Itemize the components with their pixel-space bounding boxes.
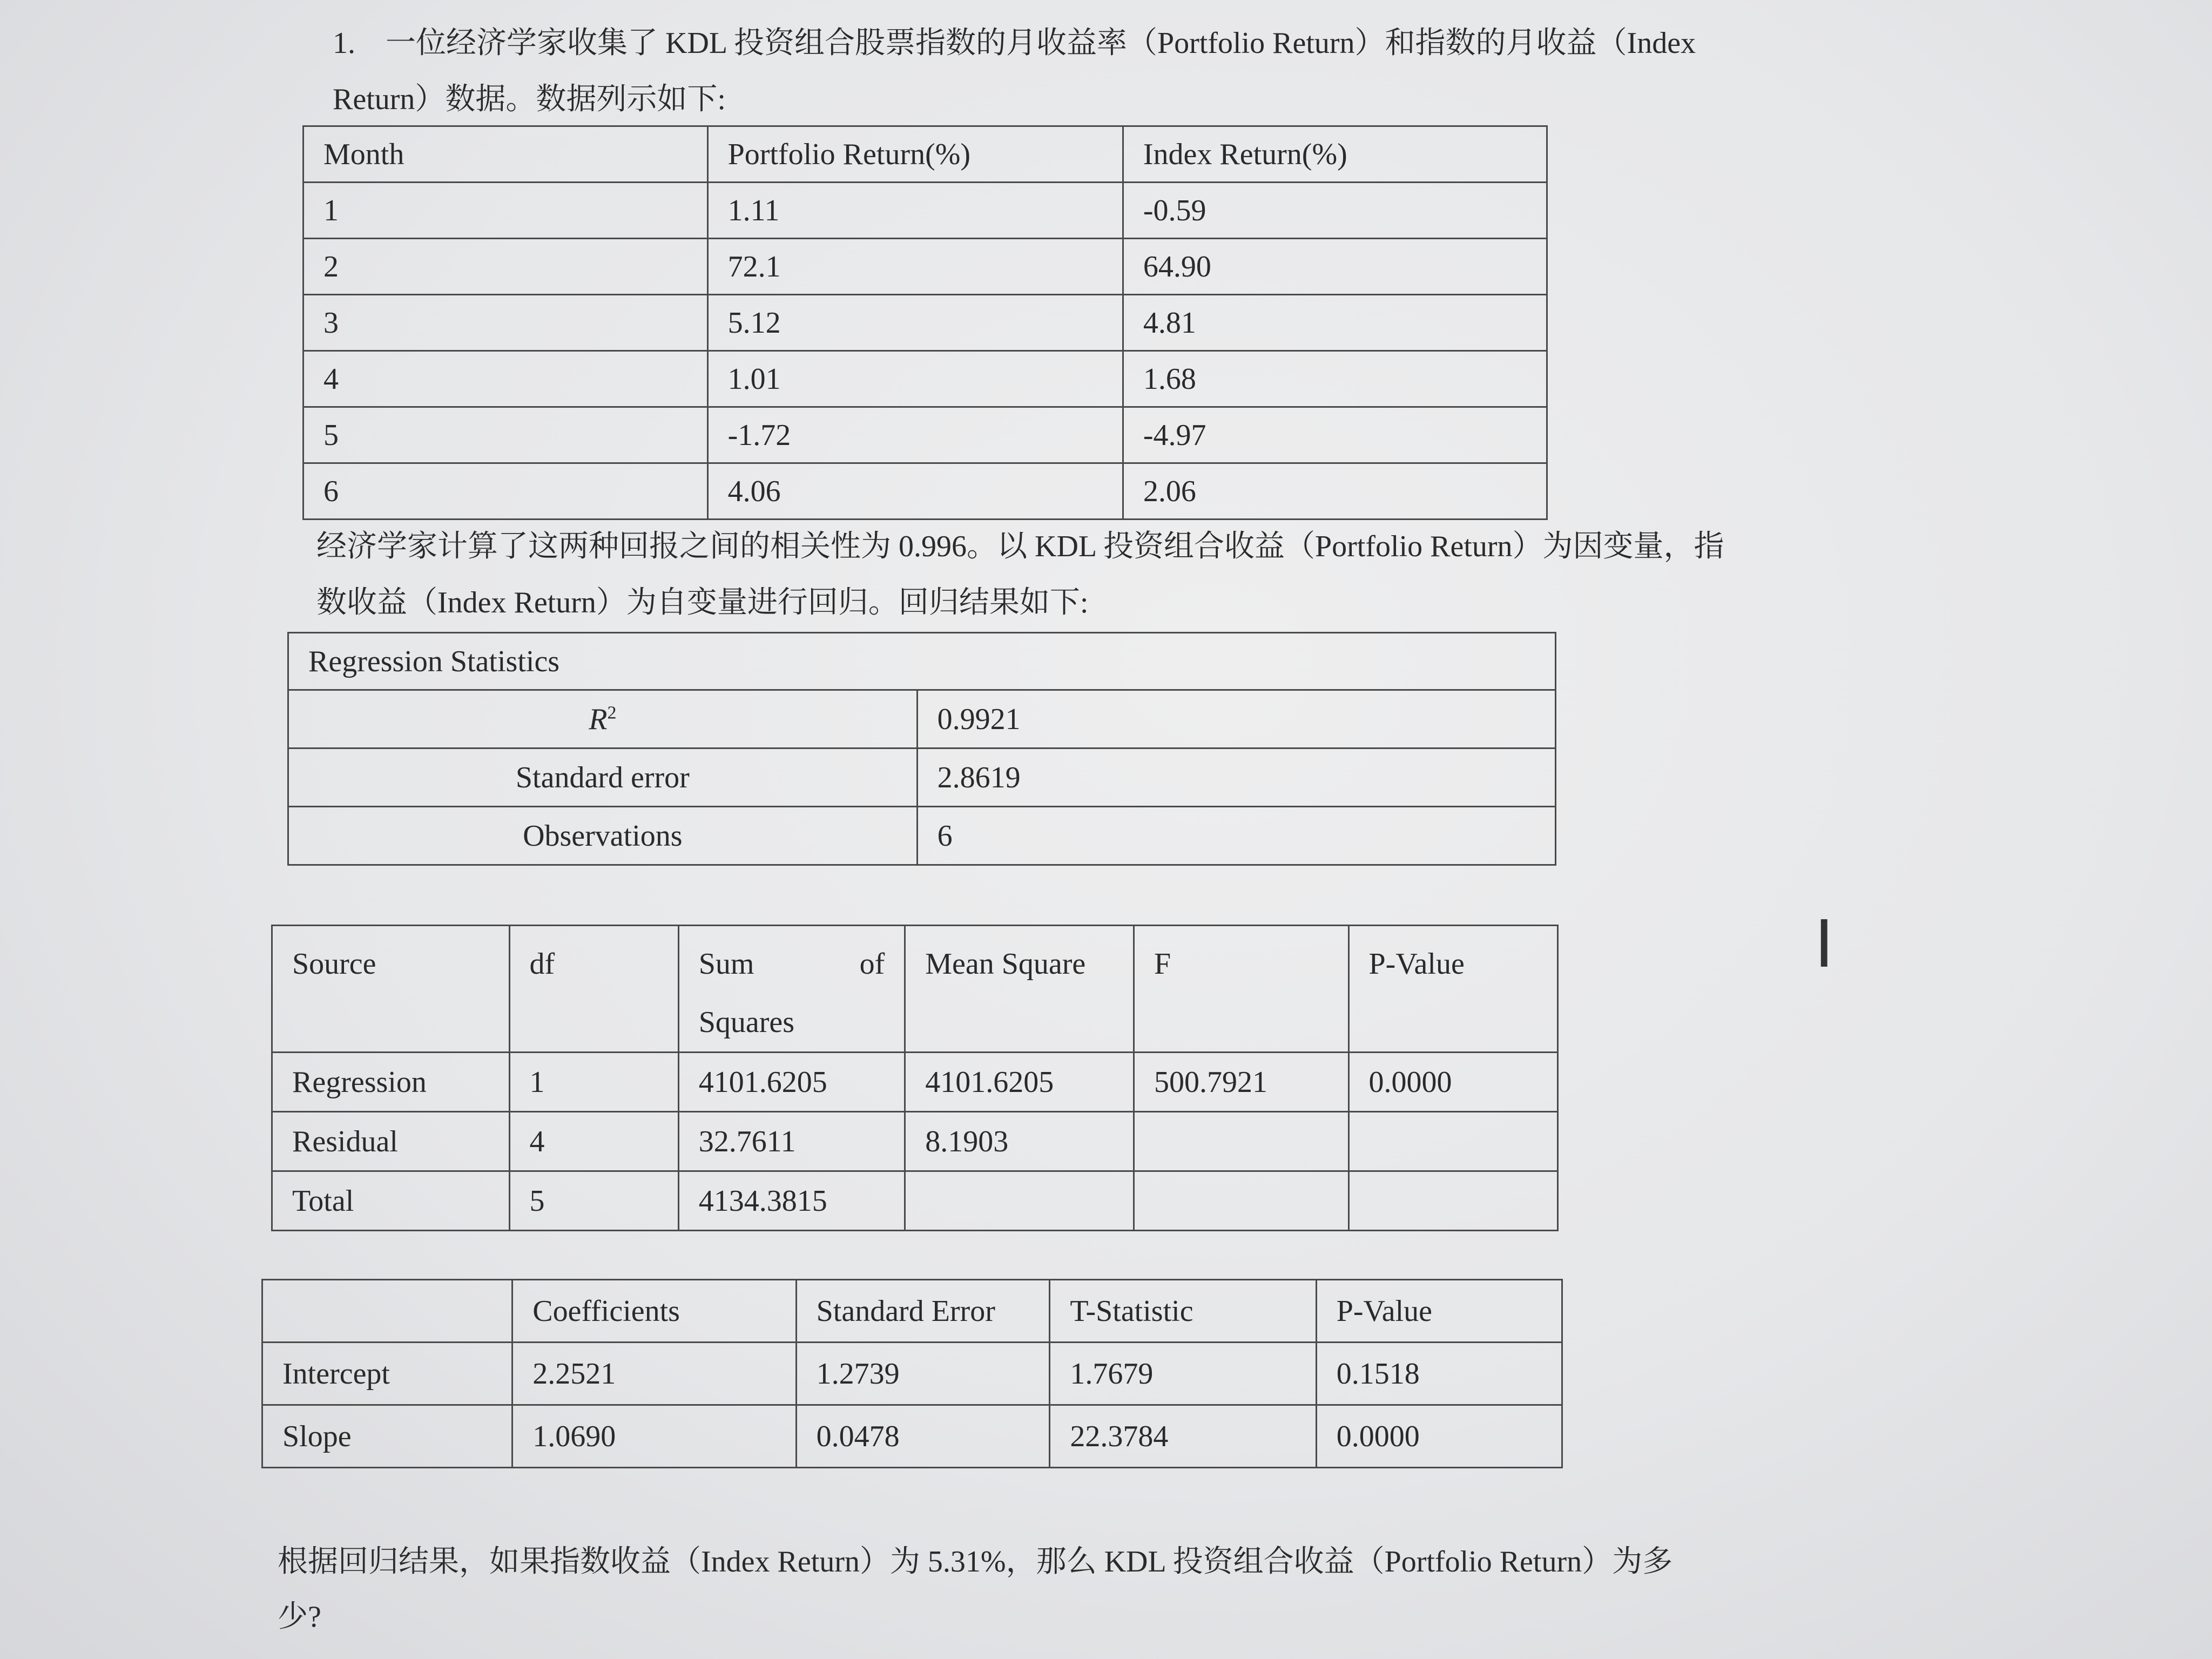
regression-stats-title: Regression Statistics <box>288 633 1556 690</box>
standard-error-value: 2.8619 <box>917 748 1555 807</box>
coefficient-cell: 1.0690 <box>512 1405 796 1468</box>
df-cell: 1 <box>509 1053 678 1112</box>
header-df: df <box>509 926 678 1053</box>
header-sum-of-squares: Sum of Squares <box>678 926 905 1053</box>
index-return-cell: 2.06 <box>1123 463 1547 520</box>
df-cell: 5 <box>509 1171 678 1231</box>
f-cell <box>1134 1112 1349 1171</box>
header-p-value: P-Value <box>1348 926 1557 1053</box>
table-row <box>262 1405 1562 1468</box>
sum-of-squares-cell: 4134.3815 <box>678 1171 905 1231</box>
middle-line-2: 数收益（Index Return）为自变量进行回归。回归结果如下: <box>316 586 1089 619</box>
index-return-cell: -0.59 <box>1123 183 1547 239</box>
text-cursor-icon: Ι <box>1815 907 1834 982</box>
header-month: Month <box>304 126 708 183</box>
month-cell: 2 <box>304 239 708 295</box>
header-index-return: Index Return(%) <box>1123 126 1547 183</box>
middle-line-1: 经济学家计算了这两种回报之间的相关性为 0.996。以 KDL 投资组合收益（Portfolio Return）为因变量，指 <box>316 530 1724 563</box>
data-table <box>302 125 1548 520</box>
source-cell: Regression <box>272 1053 510 1112</box>
month-cell: 1 <box>304 183 708 239</box>
table-row <box>304 295 1547 351</box>
p-value-cell <box>1348 1171 1557 1231</box>
month-cell: 6 <box>304 463 708 520</box>
df-cell: 4 <box>509 1112 678 1171</box>
question-line-1: 根据回归结果，如果指数收益（Index Return）为 5.31%，那么 KDL 投资组合收益（Portfolio Return）为多 <box>278 1545 1673 1579</box>
regression-stats-table <box>287 632 1556 866</box>
table-row <box>288 807 1556 865</box>
month-cell: 5 <box>304 407 708 463</box>
standard-error-label: Standard error <box>288 748 918 807</box>
coefficients-header <box>262 1280 1562 1343</box>
index-return-cell: -4.97 <box>1123 407 1547 463</box>
f-cell <box>1134 1171 1349 1231</box>
portfolio-return-cell: 1.11 <box>707 183 1123 239</box>
table-row <box>304 239 1547 295</box>
f-cell: 500.7921 <box>1134 1053 1349 1112</box>
coefficient-cell: 2.2521 <box>512 1343 796 1405</box>
table-row <box>304 463 1547 520</box>
p-value-cell: 0.0000 <box>1348 1053 1557 1112</box>
header-coefficients: Coefficients <box>512 1280 796 1343</box>
header-source: Source <box>272 926 510 1053</box>
table-row <box>288 690 1556 748</box>
standard-error-cell: 0.0478 <box>796 1405 1050 1468</box>
header-p-value: P-Value <box>1316 1280 1562 1343</box>
table-row <box>262 1343 1562 1405</box>
data-table-header <box>304 126 1547 183</box>
p-value-cell: 0.1518 <box>1316 1343 1562 1405</box>
sum-of-squares-cell: 32.7611 <box>678 1112 905 1171</box>
p-value-cell: 0.0000 <box>1316 1405 1562 1468</box>
index-return-cell: 64.90 <box>1123 239 1547 295</box>
table-row <box>272 1171 1558 1231</box>
portfolio-return-cell: 72.1 <box>707 239 1123 295</box>
source-cell: Residual <box>272 1112 510 1171</box>
t-statistic-cell: 22.3784 <box>1050 1405 1316 1468</box>
header-f: F <box>1134 926 1349 1053</box>
sum-of-squares-cell: 4101.6205 <box>678 1053 905 1112</box>
portfolio-return-cell: 5.12 <box>707 295 1123 351</box>
table-row <box>272 1053 1558 1112</box>
intro-line-2: Return）数据。数据列示如下: <box>333 83 726 116</box>
source-cell: Total <box>272 1171 510 1231</box>
header-blank <box>262 1280 512 1343</box>
table-row <box>288 748 1556 807</box>
term-cell: Slope <box>262 1405 512 1468</box>
t-statistic-cell: 1.7679 <box>1050 1343 1316 1405</box>
table-row <box>304 183 1547 239</box>
portfolio-return-cell: 1.01 <box>707 351 1123 407</box>
header-t-statistic: T-Statistic <box>1050 1280 1316 1343</box>
intro-line-1: 1. 一位经济学家收集了 KDL 投资组合股票指数的月收益率（Portfolio Return）和指数的月收益（Index <box>333 26 1696 60</box>
index-return-cell: 1.68 <box>1123 351 1547 407</box>
observations-label: Observations <box>288 807 918 865</box>
portfolio-return-cell: 4.06 <box>707 463 1123 520</box>
mean-square-cell: 4101.6205 <box>905 1053 1134 1112</box>
table-row <box>304 407 1547 463</box>
table-row <box>304 351 1547 407</box>
anova-header <box>272 926 1558 1053</box>
anova-table <box>271 925 1559 1231</box>
observations-value: 6 <box>917 807 1555 865</box>
term-cell: Intercept <box>262 1343 512 1405</box>
header-mean-square: Mean Square <box>905 926 1134 1053</box>
standard-error-cell: 1.2739 <box>796 1343 1050 1405</box>
portfolio-return-cell: -1.72 <box>707 407 1123 463</box>
r-squared-value: 0.9921 <box>917 690 1555 748</box>
coefficients-table <box>261 1279 1563 1468</box>
p-value-cell <box>1348 1112 1557 1171</box>
r-squared-label: $R^2$ <box>288 690 918 748</box>
table-row <box>272 1112 1558 1171</box>
index-return-cell: 4.81 <box>1123 295 1547 351</box>
mean-square-cell <box>905 1171 1134 1231</box>
question-line-2: 少? <box>278 1600 321 1634</box>
month-cell: 4 <box>304 351 708 407</box>
month-cell: 3 <box>304 295 708 351</box>
mean-square-cell: 8.1903 <box>905 1112 1134 1171</box>
header-standard-error: Standard Error <box>796 1280 1050 1343</box>
header-portfolio-return: Portfolio Return(%) <box>707 126 1123 183</box>
